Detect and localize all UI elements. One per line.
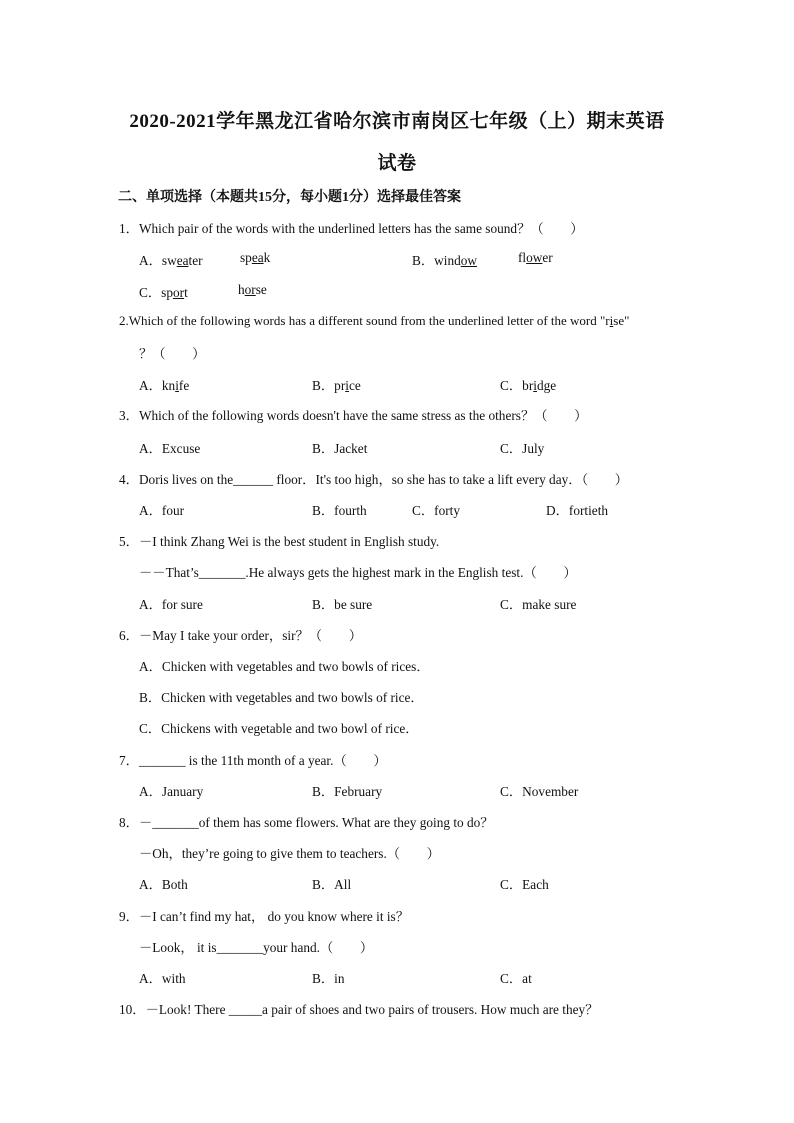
q4-option-d: D．fortieth bbox=[546, 503, 609, 518]
q8-option-c: C．Each bbox=[500, 877, 549, 892]
q6-option-b: B．Chicken with vegetables and two bowls of rice． bbox=[139, 690, 424, 705]
q5-option-a: A．for sure bbox=[139, 597, 203, 612]
q4-option-c: C．forty bbox=[412, 503, 461, 518]
q5-stem: 5．－I think Zhang Wei is the best student in English study. bbox=[119, 534, 440, 549]
q7-option-a: A．January bbox=[139, 784, 204, 799]
q10-stem: 10．－Look! There _____a pair of shoes and two pairs of trousers. How much are they？ bbox=[119, 1002, 599, 1017]
q2-stem-line2: ？（ ） bbox=[139, 346, 206, 361]
q9-stem-line2: －Look， it is_______your hand.（ ） bbox=[139, 940, 374, 955]
q3-option-a: A．Excuse bbox=[139, 441, 201, 456]
q3-option-c: C．July bbox=[500, 441, 545, 456]
q1-option-c-word2: horse bbox=[238, 282, 267, 297]
q6-stem: 6．－May I take your order，sir？（ ） bbox=[119, 628, 362, 643]
q2-option-b: B．price bbox=[312, 378, 361, 393]
q1-option-a: A．sweater bbox=[139, 253, 203, 268]
q8-stem: 8．－_______of them has some flowers. What are they going to do？ bbox=[119, 815, 494, 830]
q9-option-a: A．with bbox=[139, 971, 186, 986]
q8-stem-line2: －Oh，they’re going to give them to teachers.（ ） bbox=[139, 846, 440, 861]
q4-option-a: A．four bbox=[139, 503, 185, 518]
q2-option-a: A．knife bbox=[139, 378, 190, 393]
q4-option-b: B．fourth bbox=[312, 503, 367, 518]
q9-option-c: C．at bbox=[500, 971, 532, 986]
q6-option-a: A．Chicken with vegetables and two bowls of rices． bbox=[139, 659, 430, 674]
q3-option-b: B．Jacket bbox=[312, 441, 368, 456]
q7-option-b: B．February bbox=[312, 784, 383, 799]
q5-option-b: B．be sure bbox=[312, 597, 373, 612]
q2-stem: 2.Which of the following words has a different sound from the underlined letter of the word "rise" bbox=[119, 313, 630, 328]
q1-option-c: C．sport bbox=[139, 285, 188, 300]
exam-title-line1: 2020-2021学年黑龙江省哈尔滨市南岗区七年级（上）期末英语 bbox=[129, 111, 665, 132]
q8-option-a: A．Both bbox=[139, 877, 188, 892]
q2-option-c: C．bridge bbox=[500, 378, 557, 393]
q1-stem: 1．Which pair of the words with the underlined letters has the same sound？（ ） bbox=[119, 221, 584, 236]
q1-option-a-word2: speak bbox=[240, 250, 271, 265]
q9-stem: 9．－I can’t find my hat， do you know where it is？ bbox=[119, 909, 410, 924]
q5-option-c: C．make sure bbox=[500, 597, 577, 612]
q7-stem: 7．_______ is the 11th month of a year.（ ） bbox=[119, 753, 387, 768]
q3-stem: 3．Which of the following words doesn't have the same stress as the others？（ ） bbox=[119, 408, 588, 423]
q4-stem: 4．Doris lives on the______ floor．It's too high，so she has to take a lift every day．（ ） bbox=[119, 472, 629, 487]
section-heading: 二、单项选择（本题共15分，每小题1分）选择最佳答案 bbox=[118, 190, 461, 205]
exam-title-line2: 试卷 bbox=[377, 153, 417, 174]
q7-option-c: C．November bbox=[500, 784, 579, 799]
q1-option-b: B．window bbox=[412, 253, 478, 268]
q1-option-b-word2: flower bbox=[518, 250, 553, 265]
q8-option-b: B．All bbox=[312, 877, 352, 892]
q6-option-c: C．Chickens with vegetable and two bowl of rice． bbox=[139, 721, 419, 736]
q5-stem-line2: －－That’s_______.He always gets the highest mark in the English test.（ ） bbox=[139, 565, 577, 580]
q9-option-b: B．in bbox=[312, 971, 345, 986]
